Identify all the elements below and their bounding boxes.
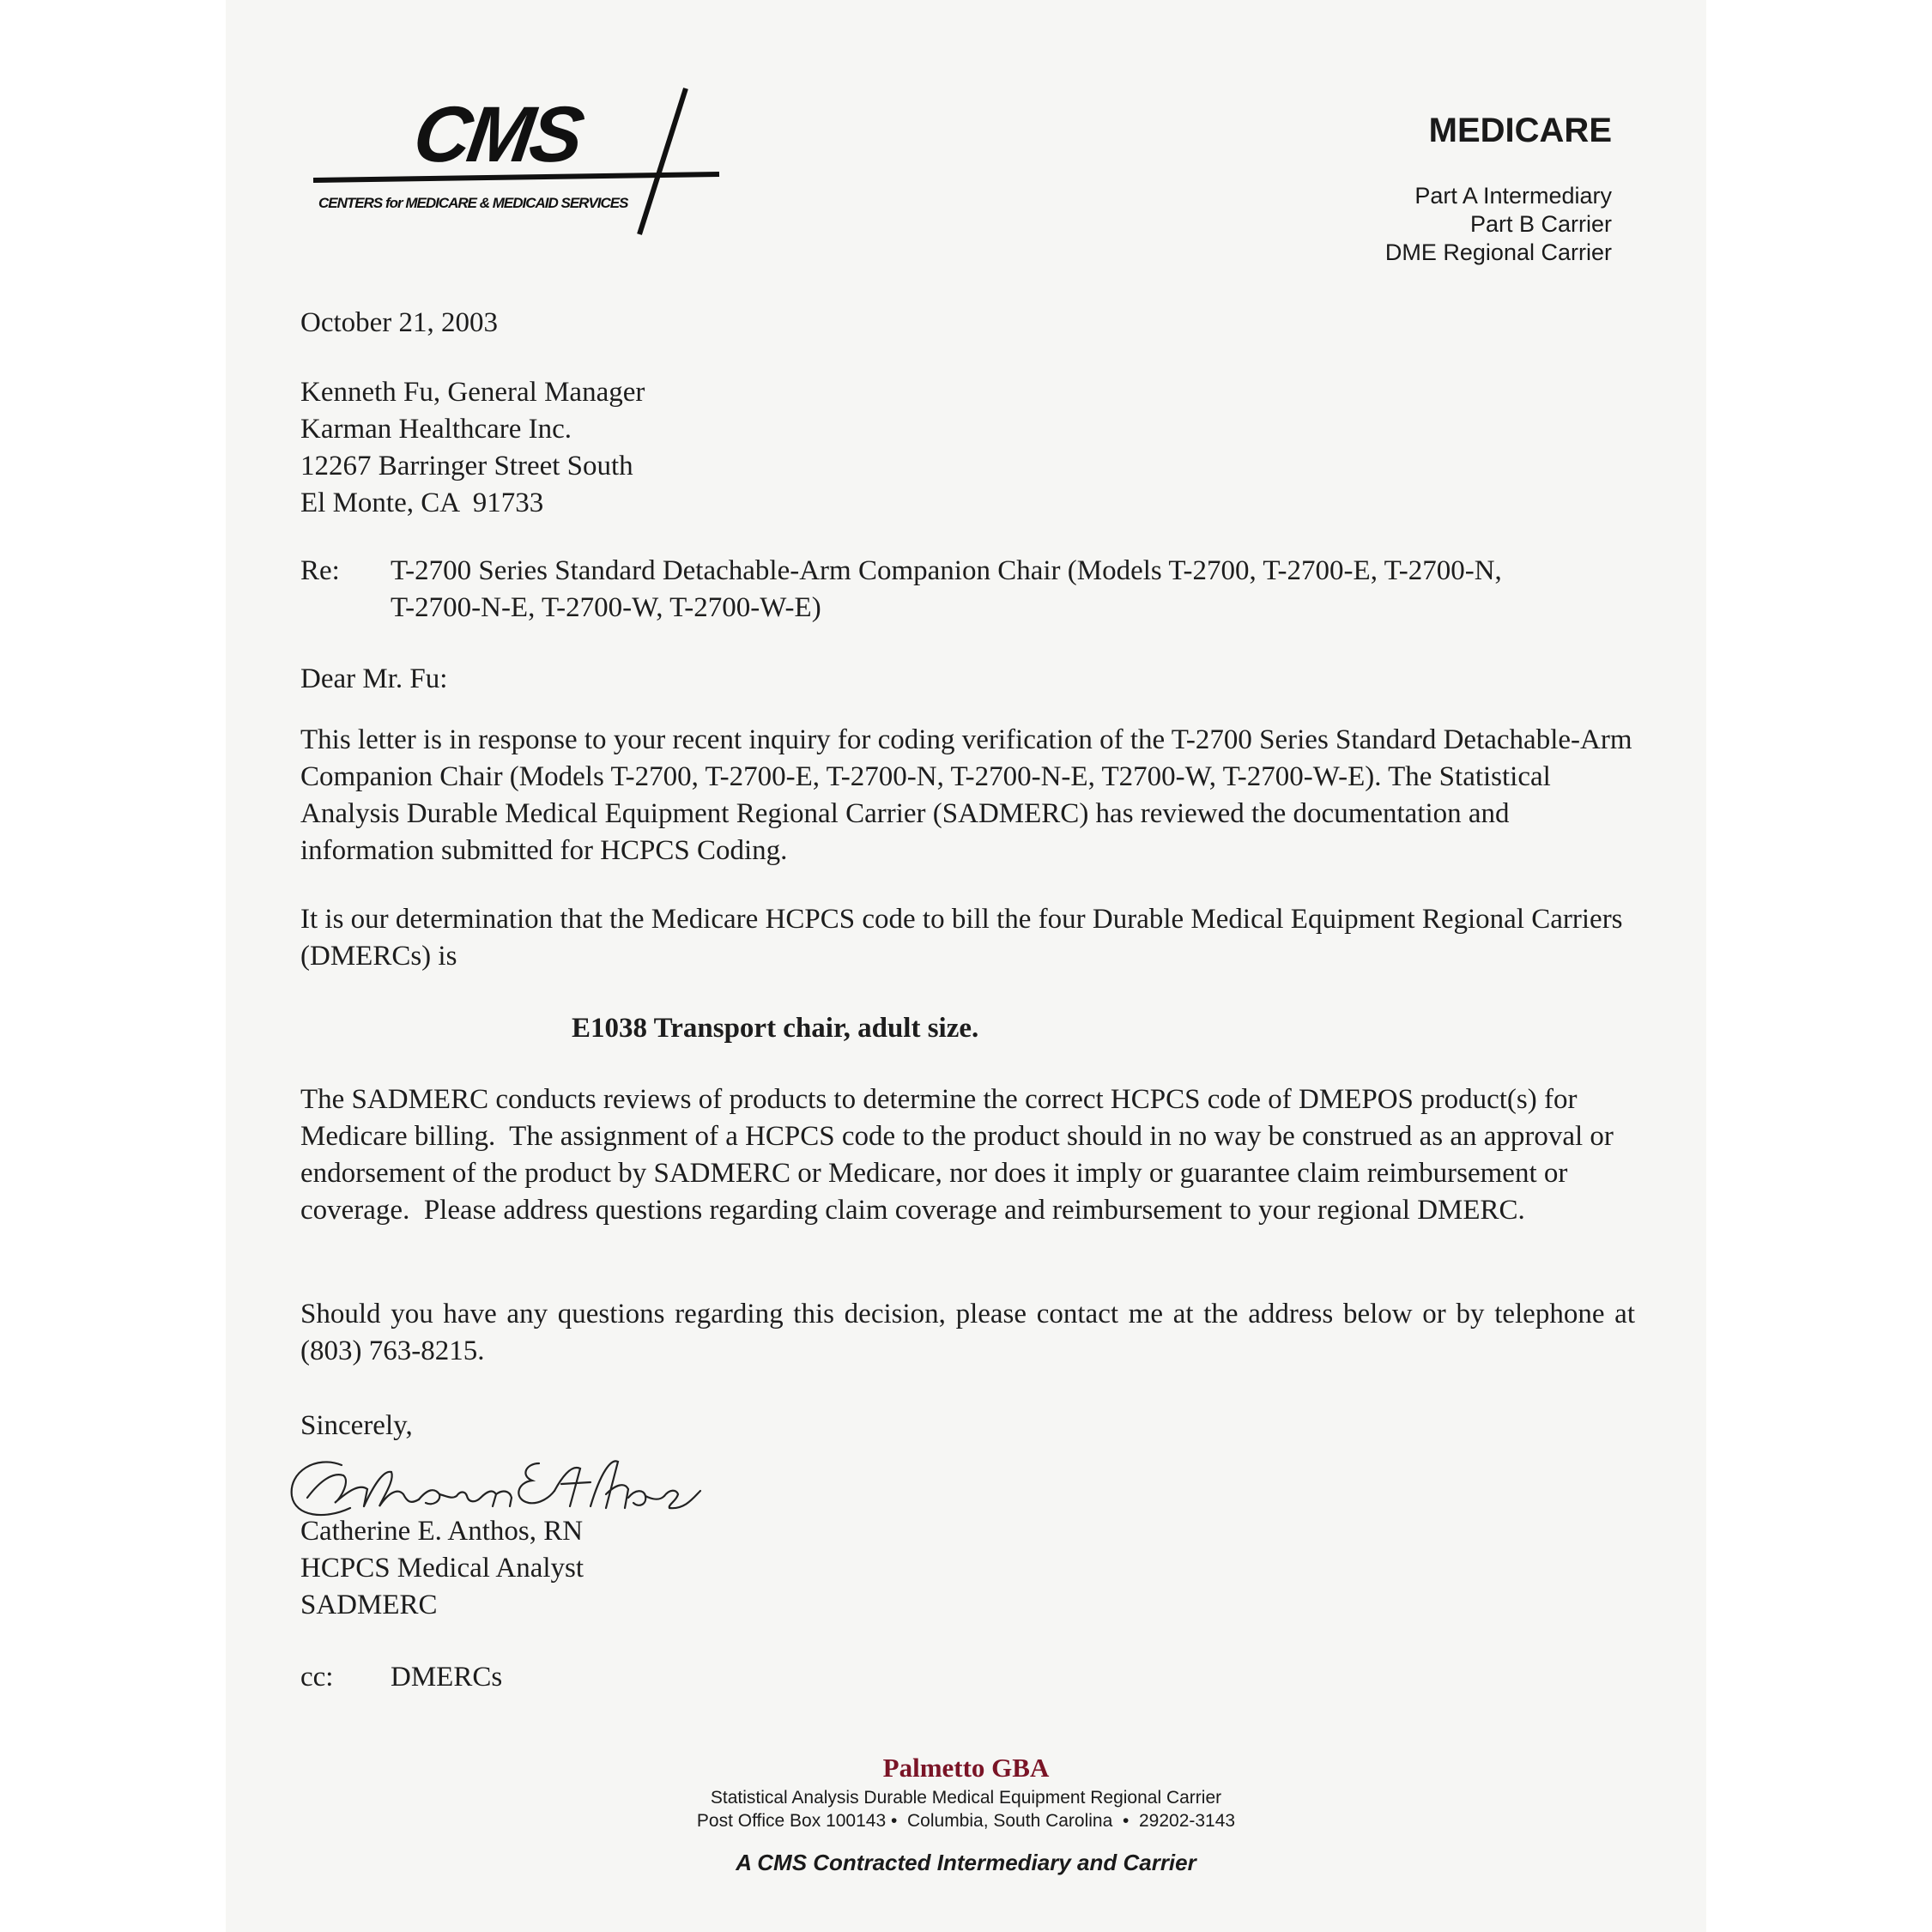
re-line: T-2700 Series Standard Detachable-Arm Companion Chair (Models T-2700, T-2700-E, T-2700-N, — [391, 555, 1502, 586]
footer-tagline: A CMS Contracted Intermediary and Carrier — [736, 1850, 1196, 1875]
letter-date: October 21, 2003 — [300, 307, 499, 338]
carrier-line: Part B Carrier — [1469, 211, 1612, 237]
cms-logo-subtitle: CENTERS for MEDICARE & MEDICAID SERVICES — [318, 195, 628, 211]
re-subject — [391, 553, 1609, 627]
signer-title: HCPCS Medical Analyst — [300, 1553, 584, 1584]
cc-label: cc: — [300, 1662, 334, 1693]
carrier-line: DME Regional Carrier — [1384, 239, 1612, 265]
footer-address: Post Office Box 100143 • Columbia, South Carolina • 29202-3143 — [696, 1811, 1236, 1831]
recipient-line: Karman Healthcare Inc. — [300, 414, 572, 445]
recipient-address — [300, 374, 645, 522]
recipient-line: 12267 Barringer Street South — [300, 451, 633, 481]
paragraph-determination: It is our determination that the Medicare HCPCS code to bill the four Durable Medical Equipment Regional Carriers (DMERCs) is — [300, 904, 1623, 972]
cc-recipients: DMERCs — [391, 1662, 503, 1693]
medicare-heading: MEDICARE — [1428, 112, 1612, 149]
cms-logo-text: CMS — [408, 91, 586, 179]
recipient-line: El Monte, CA 91733 — [300, 488, 544, 518]
paragraph-inquiry: This letter is in response to your recent inquiry for coding verification of the T-2700 Series Standard Detachable-Arm Companion Chair (Models T-2700, T-2700-E, T-2700-N, T-2700-N-E, T2700-W, T-2700-W-E). The Statistical Analysis Durable Medical Equipment Regional Carrier (SADMERC) has reviewed the documentation and information submitted for HCPCS Coding. — [300, 724, 1632, 866]
salutation: Dear Mr. Fu: — [300, 663, 448, 694]
closing: Sincerely, — [300, 1410, 413, 1441]
recipient-line: Kenneth Fu, General Manager — [300, 377, 645, 408]
letter-page — [226, 0, 1706, 1932]
re-line: T-2700-N-E, T-2700-W, T-2700-W-E) — [391, 592, 821, 623]
signer-block — [300, 1513, 584, 1624]
paragraph-contact: Should you have any questions regarding this decision, please contact me at the address below or by telephone at (803) 763-8215. — [300, 1299, 1635, 1366]
paragraph-disclaimer: The SADMERC conducts reviews of products to determine the correct HCPCS code of DMEPOS product(s) for Medicare billing. The assignment of a HCPCS code to the product should in no way be construed as an approval or endorsement of the product by SADMERC or Medicare, nor does it imply or guarantee claim reimbursement or coverage. Please address questions regarding claim coverage and reimbursement to your regional DMERC. — [300, 1084, 1621, 1226]
footer-org-name: Palmetto GBA — [882, 1753, 1050, 1783]
signer-org: SADMERC — [300, 1590, 438, 1620]
hcpcs-code-line: E1038 Transport chair, adult size. — [572, 1013, 979, 1044]
re-label: Re: — [300, 555, 340, 586]
cms-logo — [312, 82, 741, 245]
signer-name: Catherine E. Anthos, RN — [300, 1516, 584, 1547]
carrier-list — [1385, 182, 1612, 267]
carrier-line: Part A Intermediary — [1414, 183, 1612, 209]
footer-org-description: Statistical Analysis Durable Medical Equipment Regional Carrier — [710, 1788, 1222, 1808]
